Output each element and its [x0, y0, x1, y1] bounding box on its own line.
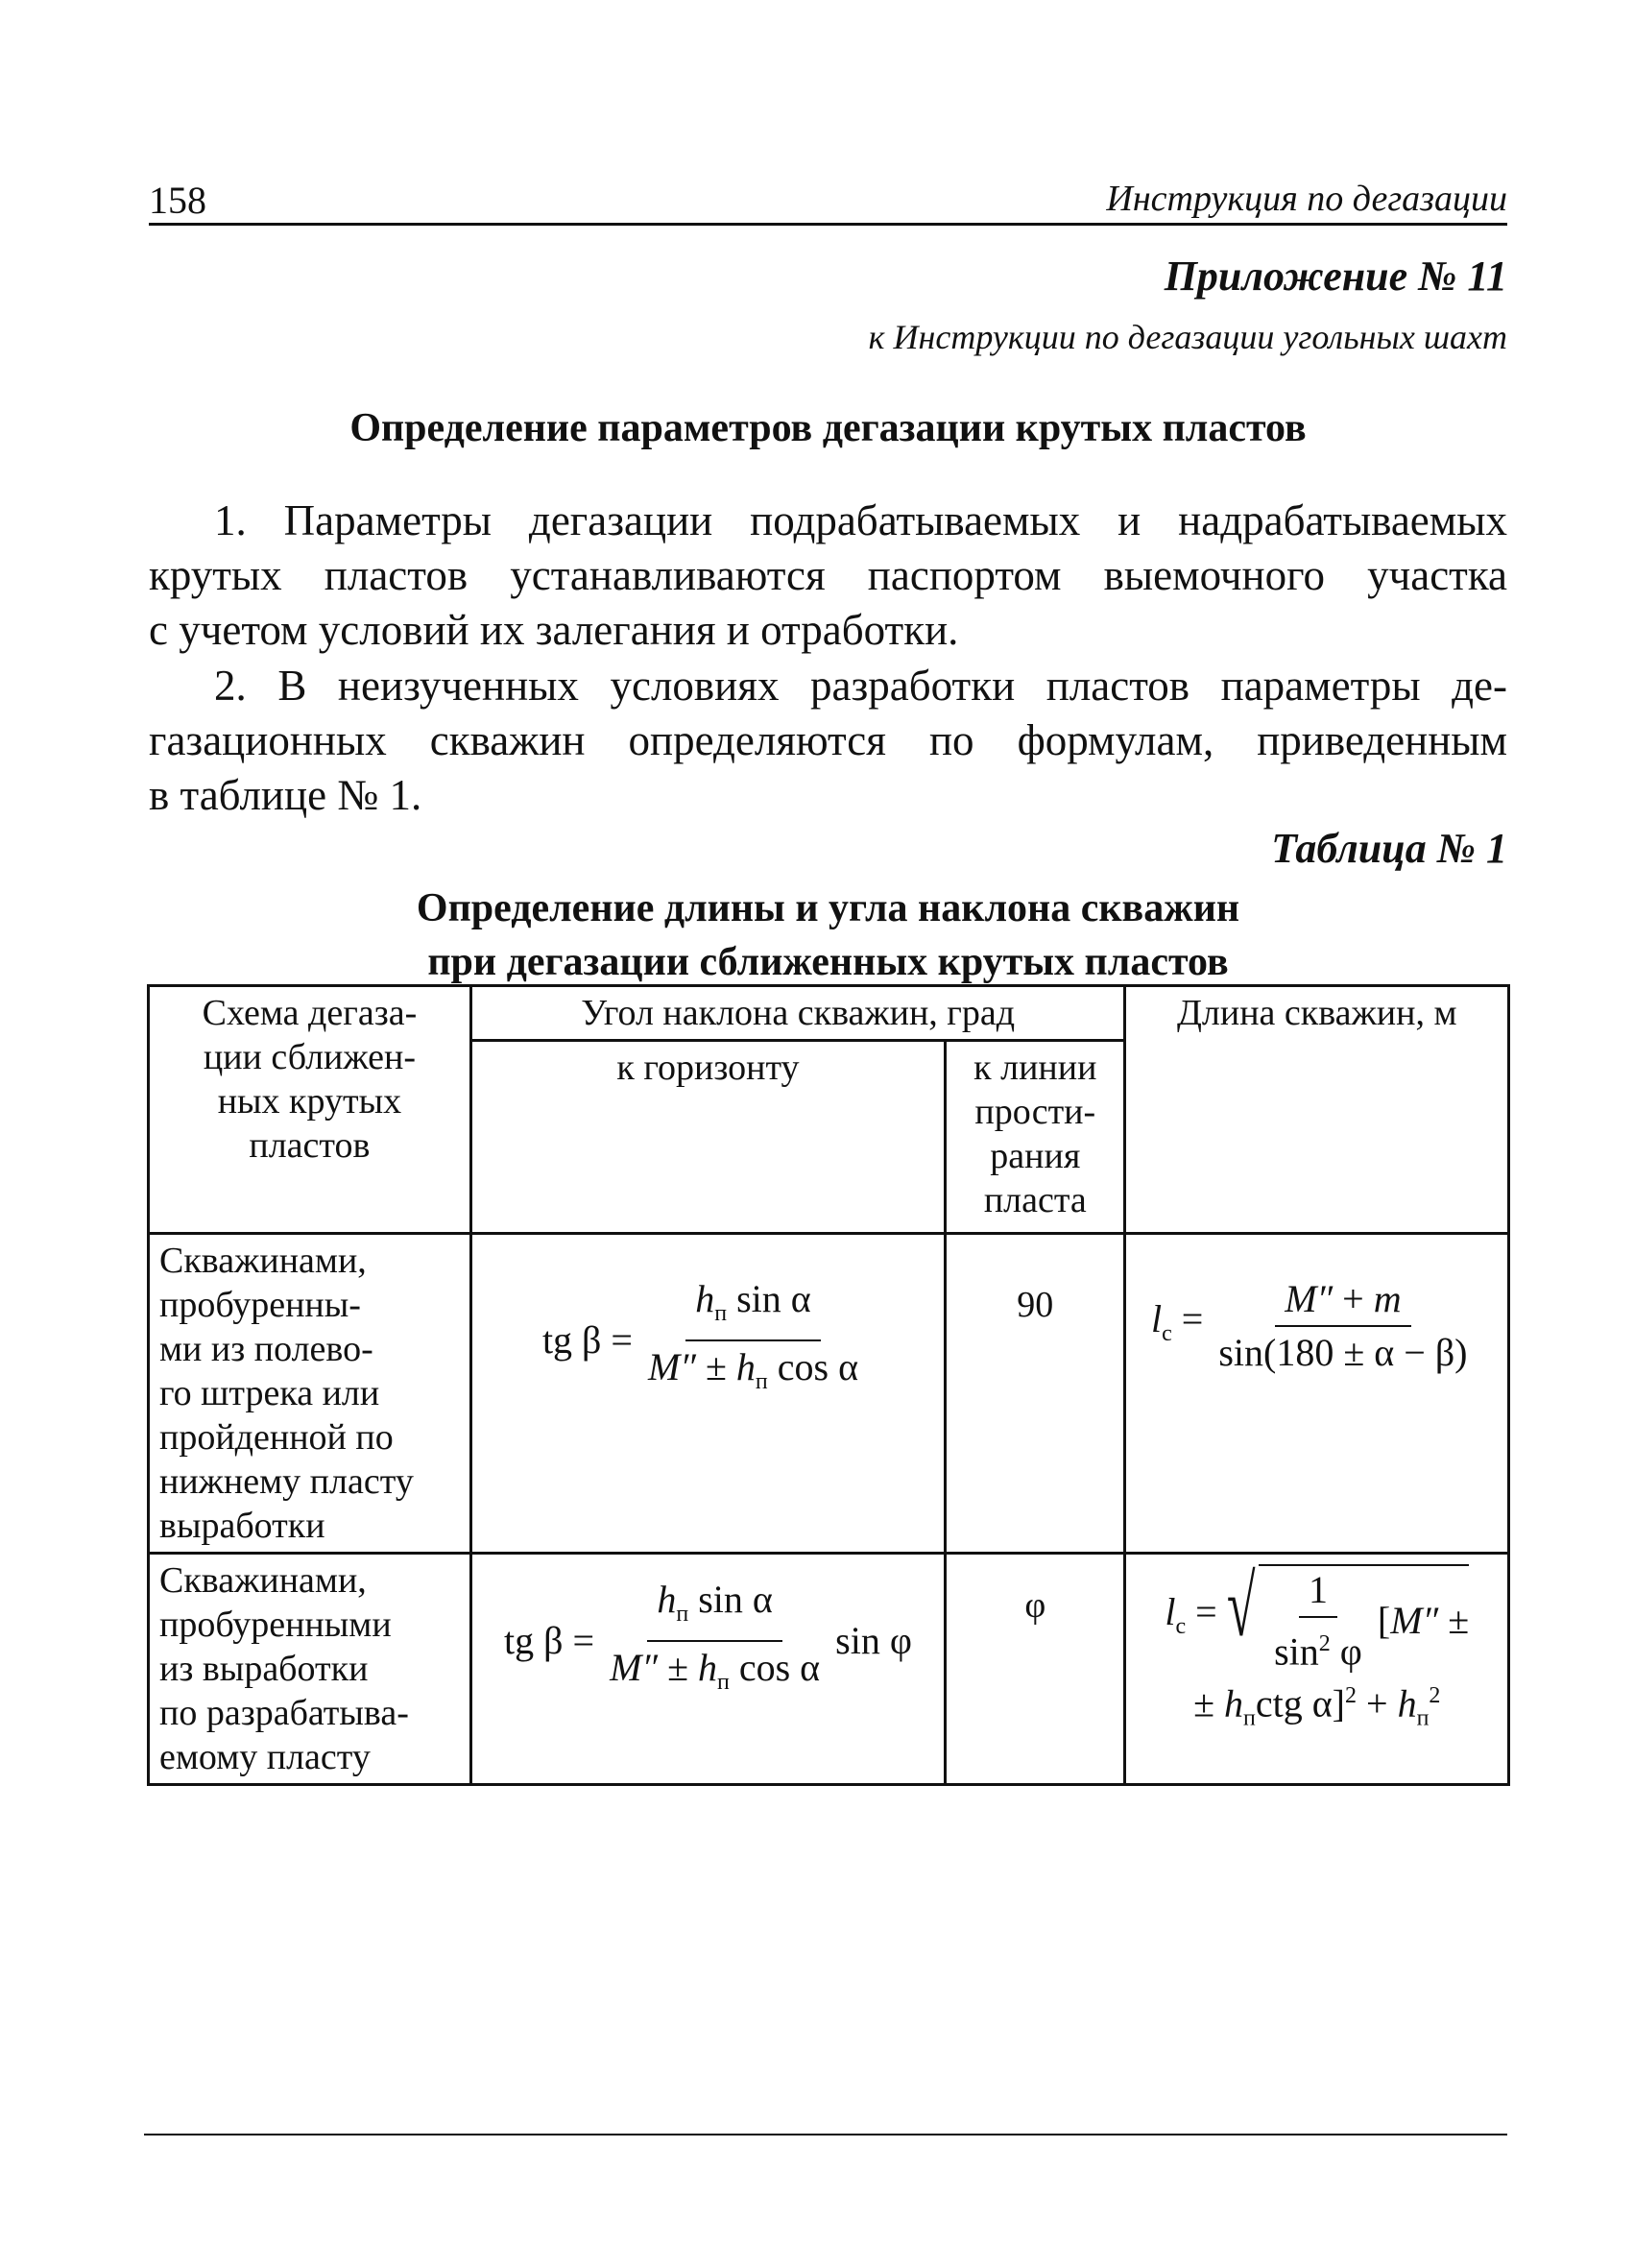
row-angle-strike: φ — [946, 1554, 1125, 1785]
cell-line: го штрека или — [159, 1373, 380, 1413]
page-number: 158 — [149, 179, 206, 222]
cell-line: из выработки — [159, 1649, 369, 1689]
paragraph-2 — [149, 659, 1507, 823]
cell-line: пройденной по — [159, 1417, 394, 1458]
header-rule — [149, 223, 1507, 226]
paragraph-line: газационных скважин определяются по формулам, приведенным — [149, 716, 1507, 764]
cell-line: пробуренны- — [159, 1285, 361, 1325]
cell-line: ми из полево- — [159, 1329, 373, 1369]
paragraph-line: крутых пластов устанавливаются паспортом выемочного участка — [149, 551, 1507, 599]
cell-line: емому пласту — [159, 1737, 371, 1777]
appendix-title: Приложение № 11 — [1164, 253, 1507, 300]
paragraph-line: 1. Параметры дегазации подрабатываемых и надрабатываемых — [214, 496, 1507, 544]
table-header-row — [149, 986, 1509, 1041]
table-title-line: Определение длины и угла наклона скважин — [416, 886, 1240, 930]
row-length-formula — [1125, 1554, 1509, 1785]
row-angle-horizon-formula — [470, 1234, 945, 1554]
header-to-horizon: к горизонту — [470, 1041, 945, 1234]
table-row — [149, 1554, 1509, 1785]
row-scheme — [149, 1234, 471, 1554]
row-length-formula — [1125, 1234, 1509, 1554]
paragraph-1 — [149, 494, 1507, 658]
header-line: ции сближен- — [203, 1037, 416, 1077]
header-line: Схема дегаза- — [202, 993, 418, 1033]
row-angle-strike: 90 — [946, 1234, 1125, 1554]
running-title: Инструкция по дегазации — [1106, 179, 1507, 219]
table-row — [149, 1234, 1509, 1554]
document-title: Определение параметров дегазации крутых пластов — [349, 406, 1307, 450]
cell-line: нижнему пласту — [159, 1461, 414, 1502]
header-scheme — [149, 986, 471, 1234]
table-label: Таблица № 1 — [1271, 825, 1507, 872]
appendix-subtitle: к Инструкции по дегазации угольных шахт — [868, 318, 1507, 356]
cell-line: выработки — [159, 1506, 325, 1546]
formula-length-1: $l_с$ = $\frac{M'' + m}{\sin(180 \pm \alpha - \beta)}$ — [1151, 1277, 1468, 1374]
paragraph-line: в таблице № 1. — [149, 771, 422, 819]
cell-line: по разрабатыва- — [159, 1693, 409, 1733]
formula-tg-beta-2: tg β = $\frac{h_п \sin \alpha}{M'' \pm h_п \cos \alpha}$ sin φ — [504, 1578, 912, 1695]
header-line: пласта — [983, 1180, 1087, 1220]
formula-tg-beta-1: tg β = $\frac{h_п \sin \alpha}{M'' \pm h_п \cos \alpha}$ — [541, 1277, 859, 1394]
header-line: рания — [990, 1136, 1081, 1176]
cell-line: Скважинами, — [159, 1560, 367, 1601]
cell-line: пробуренными — [159, 1604, 392, 1645]
footer-rule — [144, 2134, 1507, 2135]
paragraph-line: с учетом условий их залегания и отработки. — [149, 606, 959, 654]
header-angle-group: Угол наклона скважин, град — [470, 986, 1125, 1041]
header-line: к линии — [973, 1048, 1097, 1088]
cell-line: Скважинами, — [159, 1241, 367, 1281]
row-angle-horizon-formula — [470, 1554, 945, 1785]
formula-length-2: $l_с$ = √ $\frac{1}{\sin^2 \varphi}$ [M″ ± ± $h_пctg$ $\alpha]^2 + h_п^2$ — [1165, 1559, 1470, 1731]
table-title — [149, 881, 1507, 989]
paragraph-line: 2. В неизученных условиях разработки пластов параметры де- — [214, 662, 1507, 710]
table-title-line: при дегазации сближенных крутых пластов — [427, 940, 1229, 984]
header-length: Длина скважин, м — [1125, 986, 1509, 1234]
header-line: прости- — [974, 1092, 1096, 1132]
header-line: пластов — [249, 1125, 371, 1166]
header-to-strike — [946, 1041, 1125, 1234]
row-scheme — [149, 1554, 471, 1785]
header-line: ных крутых — [217, 1081, 402, 1122]
parameters-table — [147, 984, 1510, 1786]
